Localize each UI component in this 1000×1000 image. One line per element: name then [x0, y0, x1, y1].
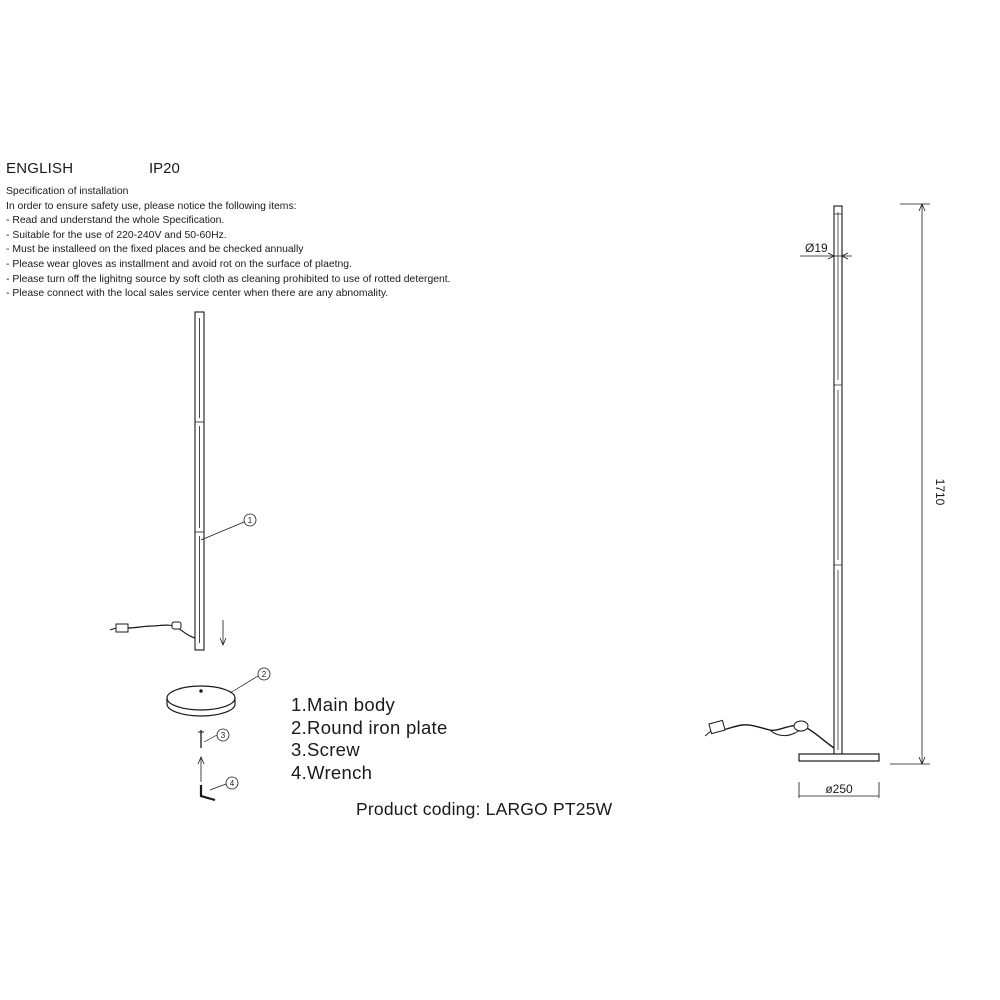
power-cord-drawing	[110, 622, 195, 638]
main-body-pole-drawing	[195, 312, 204, 650]
callout-number-2: 2	[261, 670, 267, 679]
lamp-base-drawing	[799, 754, 879, 761]
spec-item: - Must be installeed on the fixed places and be checked annually	[6, 244, 304, 256]
legend-item-main-body: 1.Main body	[291, 694, 396, 715]
lamp-pole-drawing	[834, 206, 842, 754]
legend-item-wrench: 4.Wrench	[291, 761, 373, 783]
spec-intro: In order to ensure safety use, please notice the following items:	[6, 200, 297, 212]
base-diameter-label: ø250	[825, 782, 853, 796]
callout-leaders	[201, 522, 258, 790]
product-coding: Product coding: LARGO PT25W	[356, 799, 613, 819]
legend-item-screw: 3.Screw	[291, 739, 360, 760]
assembly-arrow-up	[198, 757, 204, 782]
callout-numbers	[221, 516, 267, 788]
screw-drawing	[198, 730, 204, 748]
tube-diameter-label: Ø19	[805, 241, 828, 255]
spec-item: - Please connect with the local sales service center when there are any abnomality.	[6, 288, 389, 300]
wrench-drawing	[201, 785, 215, 800]
callout-number-1: 1	[247, 516, 253, 525]
lamp-cord-drawing	[705, 720, 834, 748]
exploded-view	[110, 312, 270, 800]
height-marker	[890, 204, 930, 764]
spec-title: Specification of installation	[6, 186, 129, 197]
parts-legend	[291, 694, 448, 784]
language-label: ENGLISH	[6, 160, 74, 177]
callout-number-4: 4	[229, 779, 235, 788]
spec-item: - Read and understand the whole Specification.	[6, 215, 225, 227]
spec-item: - Suitable for the use of 220-240V and 50-60Hz.	[6, 229, 227, 241]
height-label: 1710	[933, 478, 947, 506]
legend-item-round-iron-plate: 2.Round iron plate	[291, 716, 448, 738]
callout-circles	[217, 514, 270, 789]
dimensioned-view	[705, 204, 930, 798]
dimension-labels	[805, 241, 947, 796]
callout-number-3: 3	[220, 731, 226, 740]
ip-rating-label: IP20	[149, 160, 180, 177]
spec-item: - Please wear gloves as installment and avoid rot on the surface of plaetng.	[6, 258, 352, 270]
round-iron-plate-drawing	[167, 686, 235, 716]
spec-item: - Please turn off the lighitng source by soft cloth as cleaning prohibited to use of rotted detergent.	[6, 273, 451, 285]
